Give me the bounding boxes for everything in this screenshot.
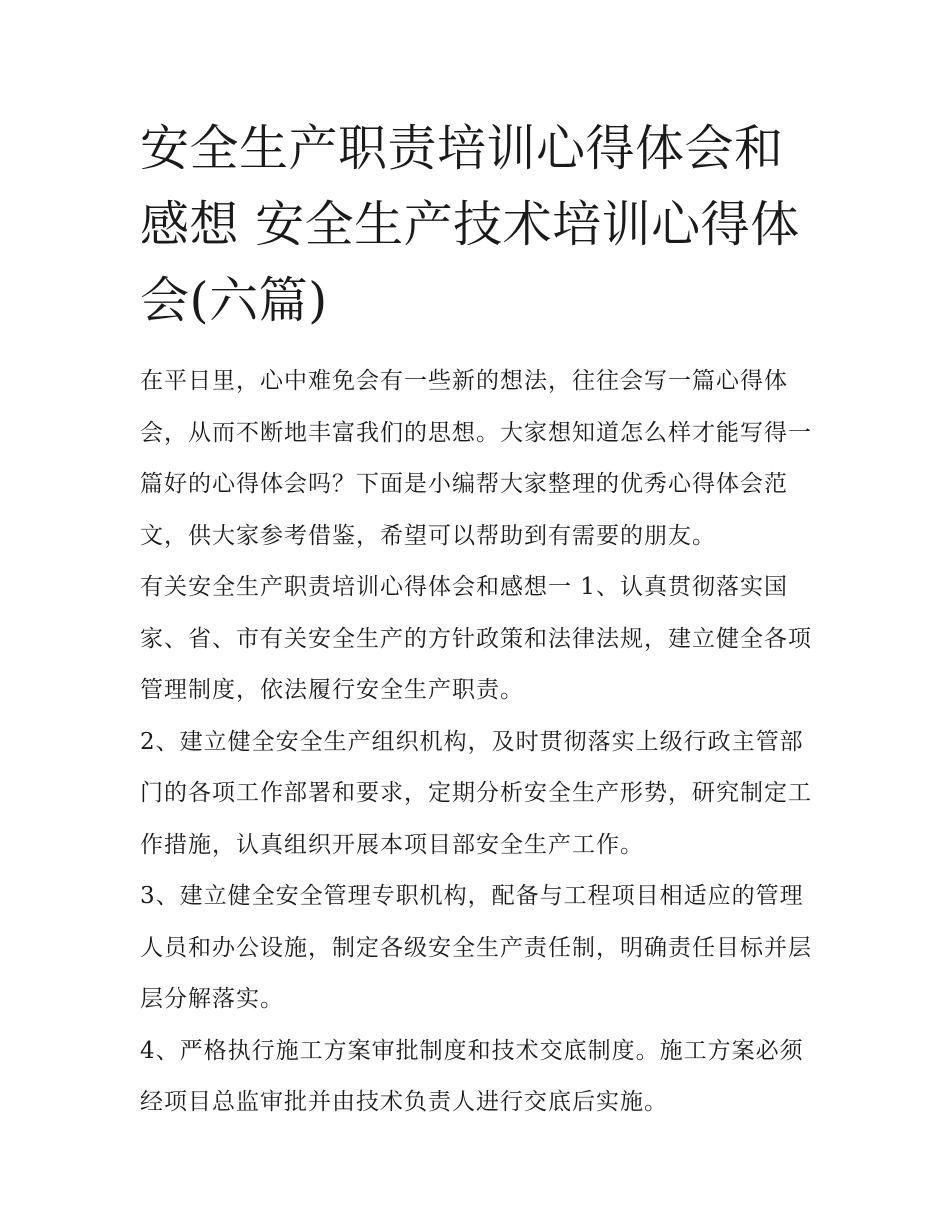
intro-paragraph: 在平日里，心中难免会有一些新的想法，往往会写一篇心得体会，从而不断地丰富我们的思想。大家想知道怎么样才能写得一篇好的心得体会吗？下面是小编帮大家整理的优秀心得体会范文，供大家参考借鉴，希望可以帮助到有需要的朋友。 <box>140 368 812 549</box>
section-one-paragraph: 有关安全生产职责培训心得体会和感想一 1、认真贯彻落实国家、省、市有关安全生产的方针政策和法律法规，建立健全各项管理制度，依法履行安全生产职责。 <box>140 574 812 703</box>
document-title: 安全生产职责培训心得体会和感想 安全生产技术培训心得体会(六篇) <box>140 120 800 329</box>
document-body <box>140 356 820 1129</box>
item-four-paragraph: 4、严格执行施工方案审批制度和技术交底制度。施工方案必须经项目总监审批并由技术负责人进行交底后实施。 <box>140 1037 804 1115</box>
item-three-paragraph: 3、建立健全安全管理专职机构，配备与工程项目相适应的管理人员和办公设施，制定各级安全生产责任制，明确责任目标并层层分解落实。 <box>140 883 812 1012</box>
item-two-paragraph: 2、建立健全安全生产组织机构，及时贯彻落实上级行政主管部门的各项工作部署和要求，定期分析安全生产形势，研究制定工作措施，认真组织开展本项目部安全生产工作。 <box>140 728 812 858</box>
